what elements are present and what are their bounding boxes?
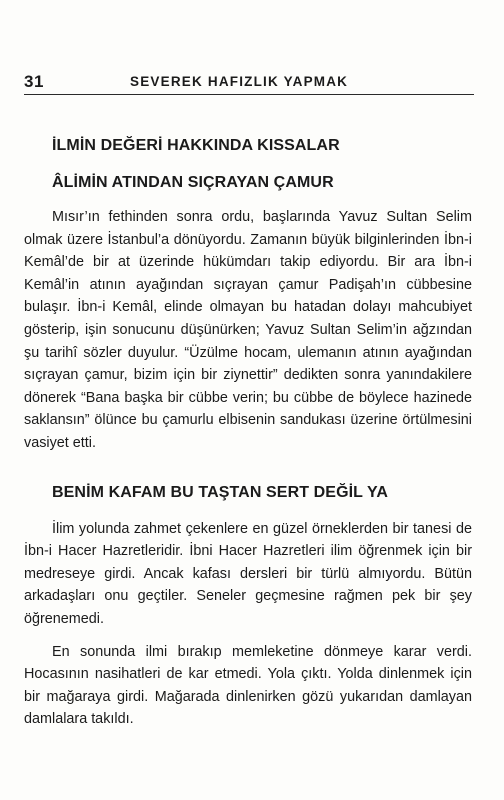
story2-heading: BENİM KAFAM BU TAŞTAN SERT DEĞİL YA	[52, 483, 388, 501]
page-header	[24, 68, 474, 95]
story1-heading: ÂLİMİN ATINDAN SIÇRAYAN ÇAMUR	[52, 174, 334, 191]
chapter-heading: İLMİN DEĞERİ HAKKINDA KISSALAR	[52, 137, 340, 154]
page-content	[24, 133, 472, 731]
story1-paragraph: Mısır’ın fethinden sonra ordu, başlarında Yavuz Sultan Selim olmak üzere İstanbul’a dönüyordu. Zamanın büyük bilginlerinden İbn-i Kemâl’de bir at üzerinde hükümdarı takip ediyordu. Bir ara İbn-i Kemâl’in atının ayağından sıçrayan çamur Padişah’ın cübbesine bulaşır. İbn-i Kemâl, elinde olmayan bu hatadan dolayı mahcubiyet gösterip, işin sonucunu düşünürken; Yavuz Sultan Selim’in ağzından şu tarihî sözler duyulur. “Üzülme hocam, ulemanın atının ayağından sıçrayan çamur, bizim için bir ziynettir” dedikten sonra yanındakilere dönerek “Bana başka bir cübbe verin; bu cübbe de böylece hazinede saklansın” ölünce bu çamurlu elbisenin sandukası üzerine örtülmesini vasiyet etti.	[24, 209, 472, 451]
story2-paragraph-1: İlim yolunda zahmet çekenlere en güzel örneklerden bir tanesi de İbn-i Hacer Hazretleridir. İbni Hacer Hazretleri ilim öğrenmek için bir medreseye girdi. Ancak kafası dersleri bir türlü almıyordu. Bütün arkadaşları onu geçtiler. Seneler geçmesine rağmen pek bir şey öğrenemedi.	[24, 520, 472, 627]
page-number: 31	[24, 72, 44, 91]
running-title: SEVEREK HAFIZLIK YAPMAK	[130, 74, 349, 89]
story2-paragraph-2: En sonunda ilmi bırakıp memleketine dönmeye karar verdi. Hocasının nasihatleri de kar etmedi. Yola çıktı. Yolda dinlenmek için bir mağaraya girdi. Mağarada dinlenirken gözü yukarıdan damlayan damlalara takıldı.	[24, 643, 472, 728]
